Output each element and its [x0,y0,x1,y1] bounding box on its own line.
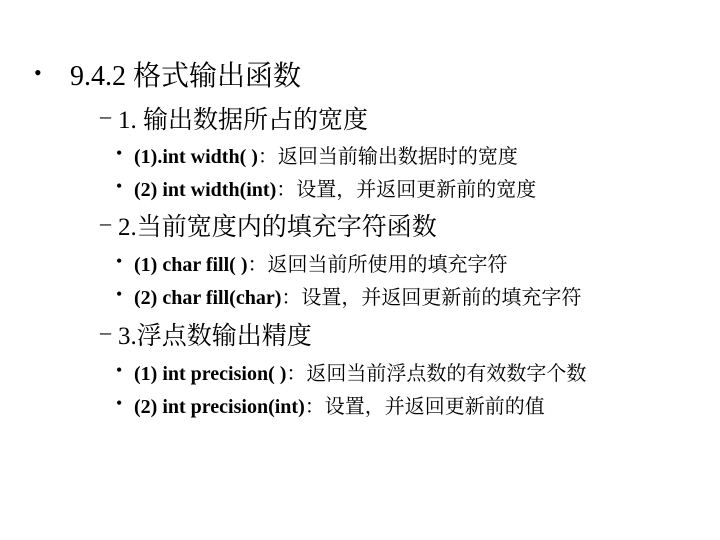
slide-title: 9.4.2 格式输出函数 [70,61,302,92]
level3-bullet: • [116,284,123,304]
description-text: ：返回当前浮点数的有效数字个数 [286,363,587,385]
level3-bullet: • [116,251,123,271]
code-text: (2) int width(int) [134,179,277,201]
list-item [134,248,508,277]
level3-bullet: • [116,176,123,196]
section-heading-width: 1. 输出数据所占的宽度 [118,107,369,134]
list-item [134,173,536,202]
description-text: ：返回当前所使用的填充字符 [247,254,508,276]
level3-bullet: • [116,360,123,380]
code-text: (2) char fill(char) [134,287,282,309]
list-item [134,281,581,310]
list-item [134,357,586,386]
level1-bullet: • [34,60,42,85]
description-text: ：设置，并返回更新前的值 [304,396,545,418]
level2-bullet: – [100,319,111,344]
description-text: ：设置，并返回更新前的填充字符 [281,287,582,309]
level2-bullet: – [100,210,111,235]
description-text: ：返回当前输出数据时的宽度 [257,146,518,168]
section-heading-fill: 2.当前宽度内的填充字符函数 [118,214,437,241]
level3-bullet: • [116,143,123,163]
description-text: ：设置，并返回更新前的宽度 [276,179,537,201]
list-item [134,390,545,419]
level2-bullet: – [100,103,111,128]
code-text: (2) int precision(int) [134,396,305,418]
list-item [134,140,518,169]
code-text: (1).int width( ) [134,146,258,168]
code-text: (1) int precision( ) [134,363,287,385]
level3-bullet: • [116,393,123,413]
code-text: (1) char fill( ) [134,254,248,276]
section-heading-precision: 3.浮点数输出精度 [118,323,312,350]
